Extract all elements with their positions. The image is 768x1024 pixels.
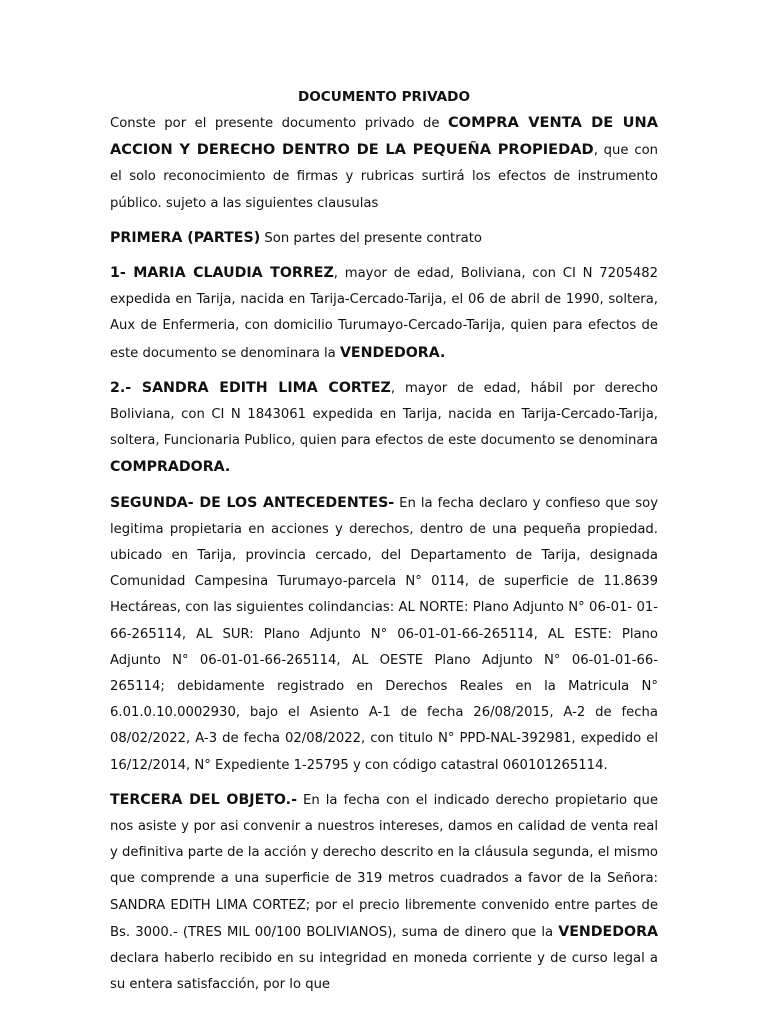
clause-segunda-heading: SEGUNDA- DE LOS ANTECEDENTES- bbox=[110, 494, 395, 511]
clause-primera-heading: PRIMERA (PARTES) bbox=[110, 229, 261, 246]
clause-segunda bbox=[110, 490, 658, 779]
document-title: DOCUMENTO PRIVADO bbox=[297, 89, 471, 105]
clause-tercera-text: En la fecha con el indicado derecho propietario que nos asiste y por asi convenir a nuestros intereses, damos en calidad de venta real y definitiva parte de la acción y derecho descrito en la cláusula segunda, el mismo que comprende a una superficie de 319 metros cuadrados a favor de la Señora: SANDRA EDITH LIMA CORTEZ; por el precio libremente convenido entre partes de Bs. 3000.- (TRES MIL 00/100 BOLIVIANOS), suma de dinero que la bbox=[110, 792, 658, 940]
party-1-name: 1- MARIA CLAUDIA TORREZ bbox=[110, 265, 334, 282]
intro-paragraph bbox=[110, 110, 658, 217]
party-1-paragraph bbox=[110, 260, 658, 367]
party-2-paragraph bbox=[110, 375, 658, 482]
party-2-text: , mayor de edad, hábil por derecho Boliviana, con CI N 1843061 expedida en Tarija, nacida en Tarija-Cercado-Tarija, soltera, Funcionaria Publico, quien para efectos de este documento se denominara bbox=[110, 380, 658, 449]
intro-text: Conste por el presente documento privado de bbox=[110, 116, 448, 131]
intro-text-cont: , que con el solo reconocimiento de firmas y rubricas surtirá los efectos de instrumento público. sujeto a las siguientes clausulas bbox=[110, 143, 658, 211]
party-2-name: 2.- SANDRA EDITH LIMA CORTEZ bbox=[110, 379, 391, 396]
contract-type: COMPRA VENTA DE UNA ACCION Y DERECHO DENTRO DE LA PEQUEÑA PROPIEDAD bbox=[110, 114, 658, 159]
clause-tercera-text-cont: declara haberlo recibido en su integridad en moneda corriente y de curso legal a su entera satisfacción, por lo que bbox=[110, 951, 658, 993]
clause-segunda-text: En la fecha declaro y confieso que soy legitima propietaria en acciones y derechos, dentro de una pequeña propiedad. ubicado en Tarija, provincia cercado, del Departamento de Tarija, designada Comunidad Campesina Turumayo-parcela N° 0114, de superficie de 11.8639 Hectáreas, con las siguientes colindancias: AL NORTE: Plano Adjunto N° 06-01- 01-66-265114, AL SUR: Plano Adjunto N° 06-01-01-66-265114, AL ESTE: Plano Adjunto N° 06-01-01-66-265114, AL OESTE Plano Adjunto N° 06-01-01-66- 265114; debidamente registrado en Derechos Reales en la Matricula N° 6.01.0.10.0002930, bajo el Asiento A-1 de fecha 26/08/2015, A-2 de fecha 08/02/2022, A-3 de fecha 02/08/2022, con titulo N° PPD-NAL-392981, expedido el 16/12/2014, N° Expediente 1-25795 y con código catastral 060101265114. bbox=[110, 495, 658, 773]
clause-tercera-bold: VENDEDORA bbox=[558, 923, 658, 940]
document-page bbox=[110, 84, 658, 999]
clause-tercera-heading: TERCERA DEL OBJETO.- bbox=[110, 791, 297, 808]
party-2-role: COMPRADORA. bbox=[110, 459, 231, 476]
clause-primera bbox=[110, 225, 658, 252]
clause-primera-text: Son partes del presente contrato bbox=[260, 230, 482, 246]
party-1-role: VENDEDORA. bbox=[339, 344, 446, 361]
party-1-text: , mayor de edad, Boliviana, con CI N 7205482 expedida en Tarija, nacida en Tarija-Cercado-Tarija, el 06 de abril de 1990, soltera, Aux de Enfermeria, con domicilio Turumayo-Cercado-Tarija, quien para efectos de este documento se denominara la bbox=[110, 266, 659, 361]
clause-tercera bbox=[110, 787, 658, 999]
